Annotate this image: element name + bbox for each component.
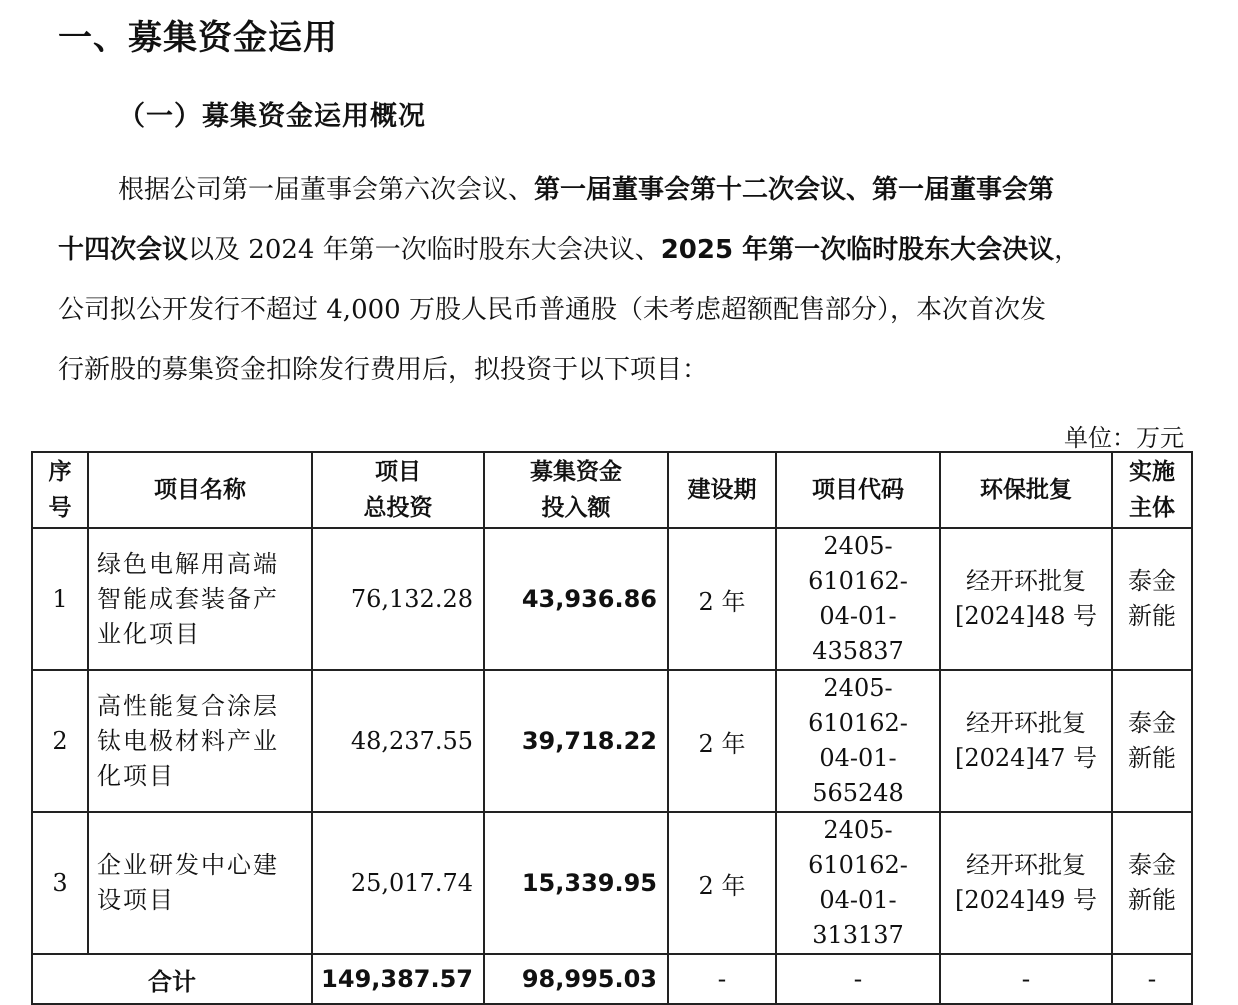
total-entity: -: [1112, 954, 1192, 1004]
cell-total: 48,237.55: [312, 670, 484, 812]
header-approval: 环保批复: [940, 452, 1112, 528]
cell-period: 2 年: [668, 528, 776, 670]
table-total-row: [32, 954, 1192, 1004]
cell-name: 绿色电解用高端 智能成套装备产 业化项目: [88, 528, 312, 670]
total-approval: -: [940, 954, 1112, 1004]
cell-name: 企业研发中心建 设项目: [88, 812, 312, 954]
section-heading: 一、募集资金运用: [58, 18, 338, 58]
table-header-row: [32, 452, 1192, 528]
paragraph-line-4: 行新股的募集资金扣除发行费用后，拟投资于以下项目：: [58, 355, 709, 385]
cell-code: 2405-610162- 04-01-565248: [776, 670, 940, 812]
cell-total: 25,017.74: [312, 812, 484, 954]
text-run-bold: 2025 年第一次临时股东大会决议: [660, 235, 1055, 265]
total-code: -: [776, 954, 940, 1004]
subsection-heading: （一）募集资金运用概况: [118, 101, 426, 132]
cell-period: 2 年: [668, 670, 776, 812]
cell-seq: 2: [32, 670, 88, 812]
cell-entity: 泰金 新能: [1112, 528, 1192, 670]
text-run-bold: 第一届董事会第十二次会议、第一届董事会第: [534, 175, 1055, 205]
text-run: ，: [1054, 235, 1081, 265]
cell-seq: 1: [32, 528, 88, 670]
paragraph-line-1: [58, 160, 1188, 220]
total-raise: 98,995.03: [484, 954, 668, 1004]
cell-code: 2405-610162- 04-01-313137: [776, 812, 940, 954]
header-raised-funds: 募集资金 投入额: [484, 452, 668, 528]
table-row: [32, 812, 1192, 954]
intro-paragraph: [58, 160, 1188, 400]
text-run: 根据公司第一届董事会第六次会议、: [118, 175, 535, 205]
cell-period: 2 年: [668, 812, 776, 954]
total-label: 合计: [32, 954, 312, 1004]
cell-entity: 泰金 新能: [1112, 812, 1192, 954]
cell-approval: 经开环批复 [2024]49 号: [940, 812, 1112, 954]
table-row: [32, 528, 1192, 670]
cell-code: 2405-610162- 04-01-435837: [776, 528, 940, 670]
total-period: -: [668, 954, 776, 1004]
header-total-investment: 项目 总投资: [312, 452, 484, 528]
header-period: 建设期: [668, 452, 776, 528]
paragraph-line-2: [58, 220, 1188, 280]
header-seq: 序 号: [32, 452, 88, 528]
header-code: 项目代码: [776, 452, 940, 528]
total-investment: 149,387.57: [312, 954, 484, 1004]
cell-raise: 43,936.86: [484, 528, 668, 670]
cell-raise: 15,339.95: [484, 812, 668, 954]
fund-use-table: [31, 451, 1193, 1005]
cell-name: 高性能复合涂层 钛电极材料产业 化项目: [88, 670, 312, 812]
cell-seq: 3: [32, 812, 88, 954]
header-entity: 实施 主体: [1112, 452, 1192, 528]
text-run-bold: 十四次会议: [58, 235, 189, 265]
paragraph-line-3: 公司拟公开发行不超过 4,000 万股人民币普通股（未考虑超额配售部分），本次首次发: [58, 295, 1046, 325]
cell-approval: 经开环批复 [2024]47 号: [940, 670, 1112, 812]
unit-label: 单位：万元: [1064, 424, 1184, 452]
cell-entity: 泰金 新能: [1112, 670, 1192, 812]
header-name: 项目名称: [88, 452, 312, 528]
cell-total: 76,132.28: [312, 528, 484, 670]
table-row: [32, 670, 1192, 812]
cell-approval: 经开环批复 [2024]48 号: [940, 528, 1112, 670]
text-run: 以及 2024 年第一次临时股东大会决议、: [188, 235, 661, 265]
cell-raise: 39,718.22: [484, 670, 668, 812]
